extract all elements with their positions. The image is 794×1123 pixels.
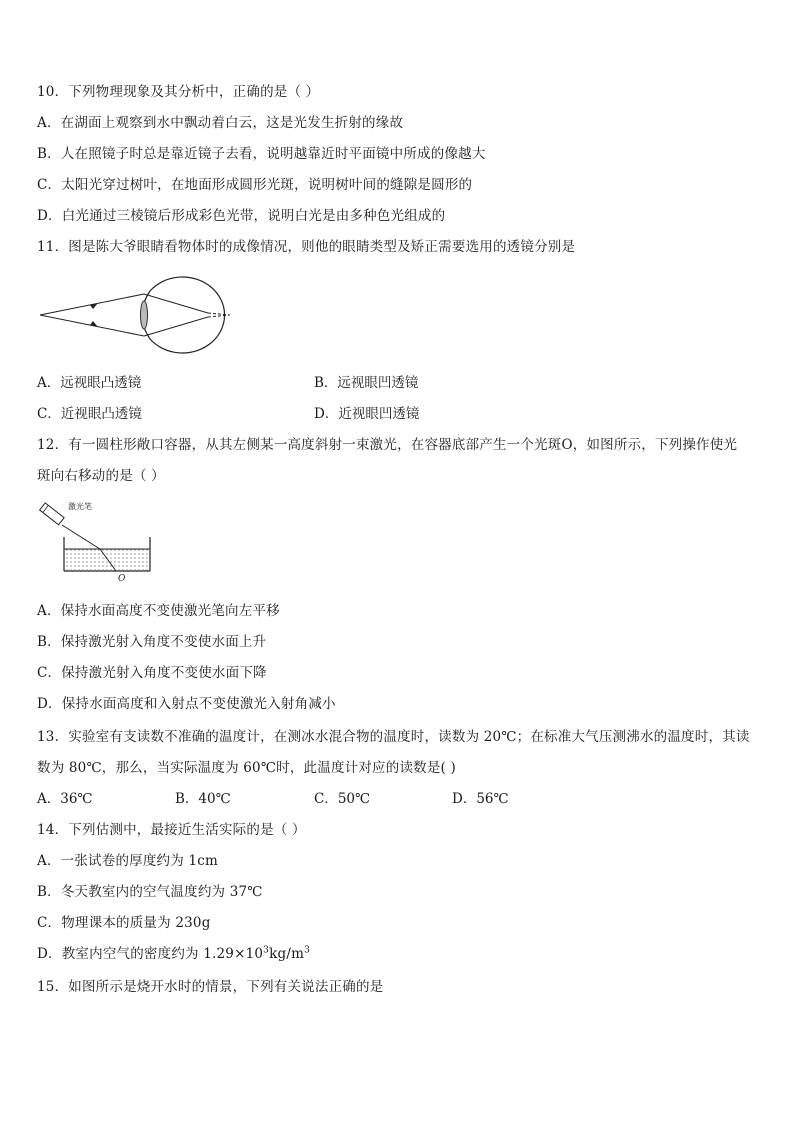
laser-container-diagram	[38, 497, 158, 587]
q12-option-c: C．保持激光射入角度不变使水面下降	[37, 665, 267, 681]
q10-option-a: A．在湖面上观察到水中飘动着白云，这是光发生折射的缘故	[37, 115, 404, 131]
q14-option-d	[37, 945, 310, 963]
q14-option-d-text: D．教室内空气的密度约为 1.29×10	[37, 946, 264, 962]
q12-stem-line2: 斑向右移动的是（ ）	[37, 468, 165, 484]
q14-option-c: C．物理课本的质量为 230g	[37, 915, 211, 931]
q14-option-d-exponent: 3	[263, 945, 270, 956]
q10-option-c: C．太阳光穿过树叶，在地面形成圆形光斑，说明树叶间的缝隙是圆形的	[37, 177, 473, 193]
q14-option-a: A．一张试卷的厚度约为 1cm	[37, 853, 218, 869]
q11-option-d: D．近视眼凹透镜	[314, 406, 420, 422]
spot-o-label: O	[118, 574, 126, 584]
q11-option-c: C．近视眼凸透镜	[37, 406, 142, 422]
q11-option-a: A．远视眼凸透镜	[37, 375, 142, 391]
q12-stem-line1: 12．有一圆柱形敞口容器，从其左侧某一高度斜射一束激光，在容器底部产生一个光斑O，如图所示，下列操作使光	[37, 437, 738, 453]
q14-stem: 14．下列估测中，最接近生活实际的是（ ）	[37, 822, 306, 838]
q12-option-d: D．保持水面高度和入射点不变使激光入射角减小	[37, 696, 336, 712]
q12-option-a: A．保持水面高度不变使激光笔向左平移	[37, 603, 280, 619]
q11-option-b: B．远视眼凹透镜	[314, 375, 419, 391]
q13-stem-line1: 13．实验室有支读数不准确的温度计，在测冰水混合物的温度时，读数为 20℃；在标准大气压测沸水的温度时，其读	[37, 729, 750, 745]
q13-option-a: A．36℃	[37, 791, 93, 807]
q12-option-b: B．保持激光射入角度不变使水面上升	[37, 634, 267, 650]
eye-diagram	[38, 277, 238, 357]
q13-stem-line2: 数为 80℃，那么，当实际温度为 60℃时，此温度计对应的读数是( )	[37, 760, 456, 776]
q14-option-d-unit: kg/m	[269, 946, 305, 962]
q14-option-d-unit-exponent: 3	[304, 945, 311, 956]
q10-option-b: B．人在照镜子时总是靠近镜子去看，说明越靠近时平面镜中所成的像越大	[37, 146, 486, 162]
q10-option-d: D．白光通过三棱镜后形成彩色光带，说明白光是由多种色光组成的	[37, 208, 446, 224]
q14-option-b: B．冬天教室内的空气温度约为 37℃	[37, 884, 263, 900]
q10-stem: 10．下列物理现象及其分析中，正确的是（ ）	[37, 84, 320, 100]
laser-pen-label: 激光笔	[68, 502, 92, 511]
q13-option-c: C．50℃	[314, 791, 371, 807]
q11-stem: 11．图是陈大爷眼睛看物体时的成像情况，则他的眼睛类型及矫正需要选用的透镜分别是	[37, 239, 576, 255]
q13-option-d: D．56℃	[452, 791, 509, 807]
q13-option-b: B．40℃	[175, 791, 231, 807]
q15-stem: 15．如图所示是烧开水时的情景，下列有关说法正确的是	[37, 979, 384, 995]
